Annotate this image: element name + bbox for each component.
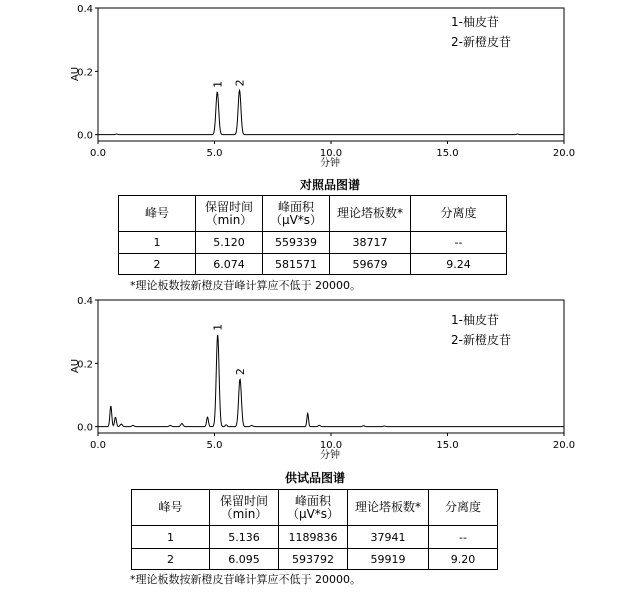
cell-peak-no: 1 bbox=[132, 526, 210, 549]
table-header-row bbox=[119, 196, 507, 232]
cell-peak-area: 593792 bbox=[279, 549, 348, 570]
cell-retention-time: 5.136 bbox=[210, 526, 279, 549]
chromatogram-reference bbox=[0, 0, 630, 178]
x-tick-label: 5.0 bbox=[206, 440, 223, 451]
legend-item-1: 1-柚皮苷 bbox=[451, 15, 499, 29]
x-tick-label: 20.0 bbox=[552, 440, 576, 451]
x-axis-label: 分钟 bbox=[320, 450, 340, 461]
results-table-sample bbox=[131, 489, 498, 570]
cell-peak-area: 559339 bbox=[263, 232, 330, 254]
y-tick-label: 0.0 bbox=[77, 130, 93, 142]
cell-resolution: 9.24 bbox=[411, 254, 507, 275]
y-axis-label: AU bbox=[70, 358, 81, 374]
x-tick-label: 5.0 bbox=[206, 148, 223, 159]
x-axis-label: 分钟 bbox=[320, 158, 340, 169]
y-tick-label: 0.4 bbox=[77, 4, 93, 15]
peak-label: 1 bbox=[211, 80, 225, 88]
table-header-row bbox=[132, 490, 498, 526]
x-tick-label: 15.0 bbox=[436, 440, 459, 451]
header-peak-no: 峰号 bbox=[119, 196, 196, 232]
cell-peak-no: 1 bbox=[119, 232, 196, 254]
cell-peak-area: 1189836 bbox=[279, 526, 348, 549]
table-row bbox=[119, 254, 507, 275]
x-tick-label: 20.0 bbox=[552, 148, 576, 159]
cell-resolution: -- bbox=[411, 232, 507, 254]
peak-label: 2 bbox=[233, 79, 247, 87]
legend-item-1: 1-柚皮苷 bbox=[451, 313, 499, 327]
header-plate-number: 理论塔板数* bbox=[348, 490, 429, 526]
header-peak-area: 峰面积 （μV*s） bbox=[279, 490, 348, 526]
x-tick-label: 15.0 bbox=[436, 148, 459, 159]
header-resolution: 分离度 bbox=[429, 490, 498, 526]
header-peak-area: 峰面积 （μV*s） bbox=[263, 196, 330, 232]
cell-retention-time: 6.095 bbox=[210, 549, 279, 570]
cell-peak-no: 2 bbox=[119, 254, 196, 275]
y-tick-label: 0.2 bbox=[77, 67, 93, 79]
axis-ticks bbox=[77, 4, 575, 159]
chromatogram-sample bbox=[0, 292, 630, 474]
cell-retention-time: 5.120 bbox=[196, 232, 263, 254]
chart-title-reference: 对照品图谱 bbox=[299, 178, 360, 192]
cell-plate-number: 38717 bbox=[330, 232, 411, 254]
x-tick-label: 0.0 bbox=[90, 148, 106, 159]
header-resolution: 分离度 bbox=[411, 196, 507, 232]
x-tick-label: 10.0 bbox=[319, 148, 343, 159]
cell-peak-no: 2 bbox=[132, 549, 210, 570]
chart-title-sample: 供试品图谱 bbox=[284, 471, 345, 485]
table-row bbox=[132, 549, 498, 570]
footnote-reference: *理论板数按新橙皮苷峰计算应不低于 20000。 bbox=[130, 279, 361, 292]
header-retention-time: 保留时间 （min） bbox=[210, 490, 279, 526]
chromatogram-trace bbox=[98, 335, 564, 426]
cell-plate-number: 37941 bbox=[348, 526, 429, 549]
y-axis-label: AU bbox=[70, 66, 81, 82]
header-peak-no: 峰号 bbox=[132, 490, 210, 526]
peak-labels bbox=[211, 79, 246, 88]
cell-resolution: -- bbox=[429, 526, 498, 549]
cell-retention-time: 6.074 bbox=[196, 254, 263, 275]
cell-peak-area: 581571 bbox=[263, 254, 330, 275]
legend-item-2: 2-新橙皮苷 bbox=[451, 333, 511, 347]
y-tick-label: 0.2 bbox=[77, 359, 93, 371]
peak-label: 1 bbox=[211, 323, 225, 331]
table-row bbox=[132, 526, 498, 549]
footnote-sample: *理论板数按新橙皮苷峰计算应不低于 20000。 bbox=[130, 573, 361, 586]
y-tick-label: 0.4 bbox=[77, 296, 93, 307]
x-tick-label: 10.0 bbox=[319, 440, 343, 451]
chromatogram-trace bbox=[98, 90, 564, 134]
table-row bbox=[119, 232, 507, 254]
legend-item-2: 2-新橙皮苷 bbox=[451, 35, 511, 49]
header-plate-number: 理论塔板数* bbox=[330, 196, 411, 232]
cell-plate-number: 59679 bbox=[330, 254, 411, 275]
axis-ticks bbox=[77, 296, 575, 451]
header-retention-time: 保留时间 （min） bbox=[196, 196, 263, 232]
y-tick-label: 0.0 bbox=[77, 422, 93, 434]
x-tick-label: 0.0 bbox=[90, 440, 106, 451]
cell-plate-number: 59919 bbox=[348, 549, 429, 570]
peak-label: 2 bbox=[234, 368, 248, 376]
cell-resolution: 9.20 bbox=[429, 549, 498, 570]
results-table-reference bbox=[118, 195, 507, 275]
